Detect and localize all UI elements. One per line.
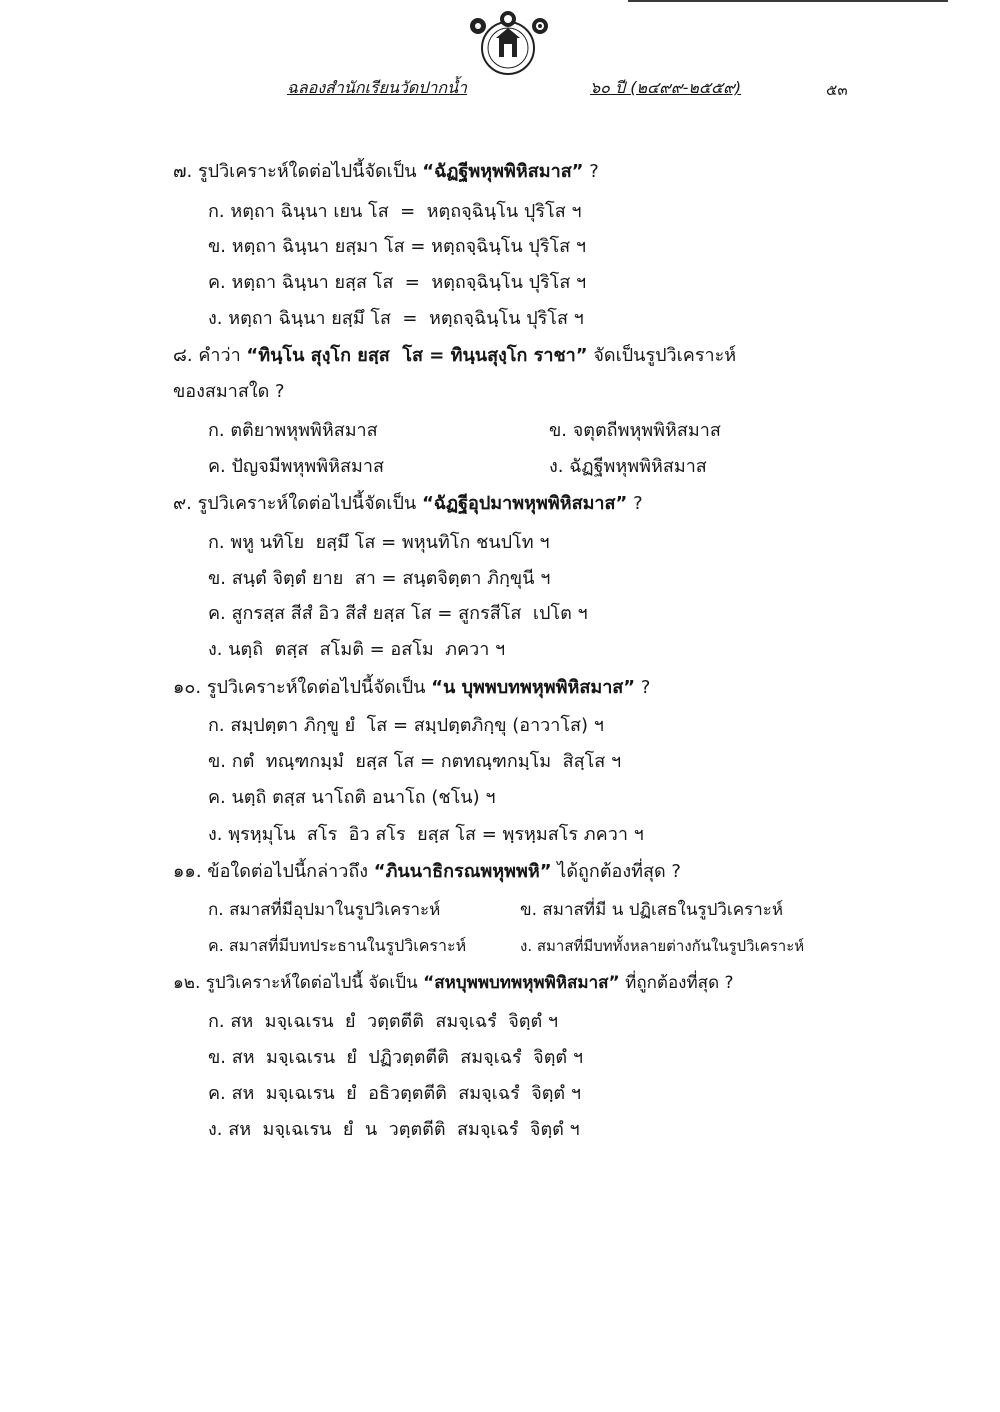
q9-option-d: ง. นตฺถิ ตสฺส สโมติ = อสโม ภควา ฯ (208, 639, 506, 660)
q11-option-d: ง. สมาสที่มีบททั้งหลายต่างกันในรูปวิเคราะห์ (520, 937, 805, 955)
q10-option-c: ค. นตฺถิ ตสฺส นาโถติ อนาโถ (ชโน) ฯ (208, 787, 496, 808)
question-12: ๑๒. รูปวิเคราะห์ใดต่อไปนี้ จัดเป็น “สหบุพพบทพหุพพิหิสมาส” ที่ถูกต้องที่สุด ? (173, 973, 734, 993)
question-7: ๗. รูปวิเคราะห์ใดต่อไปนี้จัดเป็น “ฉัฏฐีพหุพพิหิสมาส” ? (173, 161, 599, 182)
q7-option-b: ข. หตฺถา ฉินฺนา ยสฺมา โส = หตฺถจฺฉินฺโน ปุริโส ฯ (208, 236, 586, 257)
q8-option-b: ข. จตุตถีพหุพพิหิสมาส (549, 420, 721, 441)
q9-option-c: ค. สูกรสฺส สีสํ อิว สีสํ ยสฺส โส = สูกรสีโส เปโต ฯ (208, 603, 588, 624)
q7-option-a: ก. หตฺถา ฉินฺนา เยน โส = หตฺถจฺฉินฺโน ปุริโส ฯ (208, 201, 582, 222)
q7-option-c: ค. หตฺถา ฉินฺนา ยสฺส โส = หตฺถจฺฉินฺโน ปุริโส ฯ (208, 272, 587, 293)
page-number: ๕๓ (826, 81, 848, 99)
question-10: ๑๐. รูปวิเคราะห์ใดต่อไปนี้จัดเป็น “น บุพพบทพหุพพิหิสมาส” ? (173, 677, 651, 698)
question-8: ๘. คำว่า “ทินฺโน สุงฺโก ยสฺส โส = ทินฺนสุงฺโก ราชา” จัดเป็นรูปวิเคราะห์ (173, 345, 737, 366)
header-left-title: ฉลองสำนักเรียนวัดปากน้ำ (287, 78, 467, 97)
q8-option-d: ง. ฉัฏฐีพหุพพิหิสมาส (549, 456, 707, 477)
q7-option-d: ง. หตฺถา ฉินฺนา ยสฺมึ โส = หตฺถจฺฉินฺโน ปุริโส ฯ (208, 308, 584, 329)
page-header (0, 0, 1000, 130)
q10-option-b: ข. กตํ ทณฺฑกมฺมํ ยสฺส โส = กตทณฺฑกมฺโม สิสฺโส ฯ (208, 751, 622, 772)
q12-option-a: ก. สห มจฺเฉเรน ยํ วตฺตตีติ สมจฺเฉรํ จิตฺตํ ฯ (208, 1011, 559, 1032)
q9-option-a: ก. พหู นทิโย ยสฺมึ โส = พหุนทิโก ชนปโท ฯ (208, 532, 550, 553)
q8-option-c: ค. ปัญจมีพหุพพิหิสมาส (208, 456, 384, 477)
q8-option-a: ก. ตติยาพหุพพิหิสมาส (208, 420, 378, 441)
q11-option-c: ค. สมาสที่มีบทประธานในรูปวิเคราะห์ (208, 936, 467, 955)
temple-seal-logo (466, 10, 552, 76)
q12-option-c: ค. สห มจฺเฉเรน ยํ อธิวตฺตตีติ สมจฺเฉรํ จิตฺตํ ฯ (208, 1083, 581, 1104)
q12-option-b: ข. สห มจฺเฉเรน ยํ ปฏิวตฺตตีติ สมจฺเฉรํ จิตฺตํ ฯ (208, 1047, 583, 1068)
q10-option-a: ก. สมฺปตฺตา ภิกฺขู ยํ โส = สมฺปตฺตภิกฺขุ (อาวาโส) ฯ (208, 715, 604, 736)
q9-option-b: ข. สนฺตํ จิตฺตํ ยาย สา = สนฺตจิตฺตา ภิกฺขุนี ฯ (208, 568, 551, 589)
question-8-continued: ของสมาสใด ? (173, 381, 285, 402)
question-11: ๑๑. ข้อใดต่อไปนี้กล่าวถึง “ภินนาธิกรณพหุพพหิ” ได้ถูกต้องที่สุด ? (173, 861, 681, 882)
q11-option-b: ข. สมาสที่มี น ปฏิเสธในรูปวิเคราะห์ (520, 900, 784, 920)
q10-option-d: ง. พฺรหฺมุโน สโร อิว สโร ยสฺส โส = พฺรหฺมสโร ภควา ฯ (208, 824, 644, 845)
question-9: ๙. รูปวิเคราะห์ใดต่อไปนี้จัดเป็น “ฉัฏฐีอุปมาพหุพพิหิสมาส” ? (173, 493, 643, 514)
header-anniversary: ๖๐ ปี (๒๔๙๙-๒๕๕๙) (590, 78, 742, 97)
q12-option-d: ง. สห มจฺเฉเรน ยํ น วตฺตตีติ สมจฺเฉรํ จิตฺตํ ฯ (208, 1119, 580, 1140)
q11-option-a: ก. สมาสที่มีอุปมาในรูปวิเคราะห์ (208, 900, 441, 920)
